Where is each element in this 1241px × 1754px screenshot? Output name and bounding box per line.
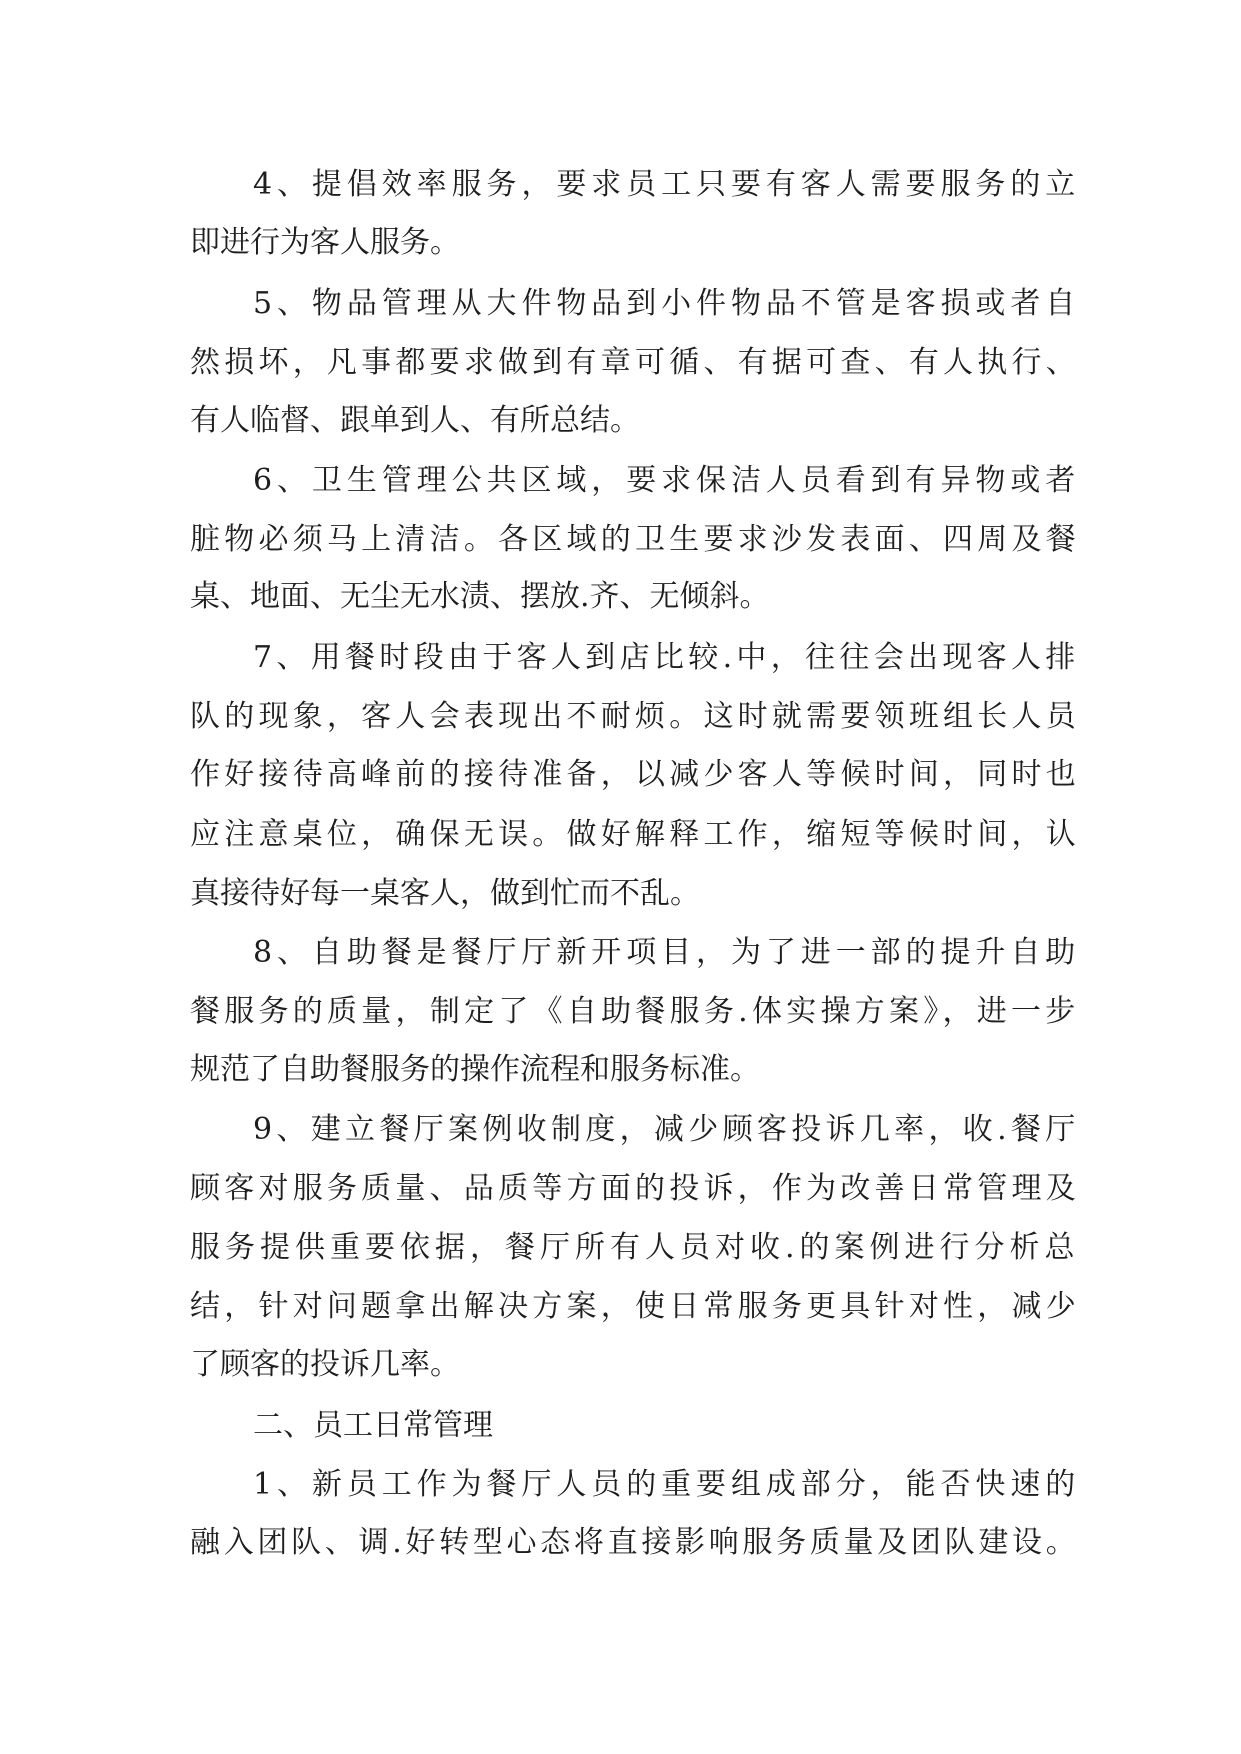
text-line: 规范了自助餐服务的操作流程和服务标准。 — [190, 1052, 760, 1087]
text-line: 了顾客的投诉几率。 — [190, 1347, 460, 1382]
section-heading: 二、员工日常管理 — [253, 1408, 493, 1443]
text-line: 9、建立餐厅案例收制度，减少顾客投诉几率，收.餐厅 — [253, 1112, 1080, 1147]
text-line: 融入团队、调.好转型心态将直接影响服务质量及团队建设。 — [190, 1525, 1080, 1560]
text-line: 4、提倡效率服务，要求员工只要有客人需要服务的立 — [253, 167, 1081, 202]
text-line: 顾客对服务质量、品质等方面的投诉，作为改善日常管理及 — [190, 1171, 1080, 1206]
text-line: 1、新员工作为餐厅人员的重要组成部分，能否快速的 — [253, 1467, 1081, 1502]
text-line: 服务提供重要依据，餐厅所有人员对收.的案例进行分析总 — [190, 1230, 1080, 1265]
text-line: 然损坏，凡事都要求做到有章可循、有据可查、有人执行、 — [190, 345, 1080, 380]
text-line: 5、物品管理从大件物品到小件物品不管是客损或者自 — [253, 286, 1081, 321]
text-line: 7、用餐时段由于客人到店比较.中，往往会出现客人排 — [253, 640, 1080, 675]
text-line: 6、卫生管理公共区域，要求保洁人员看到有异物或者 — [253, 463, 1081, 498]
text-line: 8、自助餐是餐厅厅新开项目，为了进一部的提升自助 — [253, 935, 1081, 970]
text-line: 即进行为客人服务。 — [190, 225, 460, 260]
text-line: 结，针对问题拿出解决方案，使日常服务更具针对性，减少 — [190, 1289, 1080, 1324]
text-line: 真接待好每一桌客人，做到忙而不乱。 — [190, 876, 700, 911]
text-line: 作好接待高峰前的接待准备，以减少客人等候时间，同时也 — [190, 757, 1080, 792]
text-line: 桌、地面、无尘无水渍、摆放.齐、无倾斜。 — [190, 579, 770, 614]
text-line: 队的现象，客人会表现出不耐烦。这时就需要领班组长人员 — [190, 699, 1080, 734]
text-line: 脏物必须马上清洁。各区域的卫生要求沙发表面、四周及餐 — [190, 522, 1080, 557]
text-line: 有人临督、跟单到人、有所总结。 — [190, 403, 640, 438]
text-line: 餐服务的质量，制定了《自助餐服务.体实操方案》，进一步 — [190, 994, 1080, 1029]
text-line: 应注意桌位，确保无误。做好解释工作，缩短等候时间，认 — [190, 817, 1080, 852]
